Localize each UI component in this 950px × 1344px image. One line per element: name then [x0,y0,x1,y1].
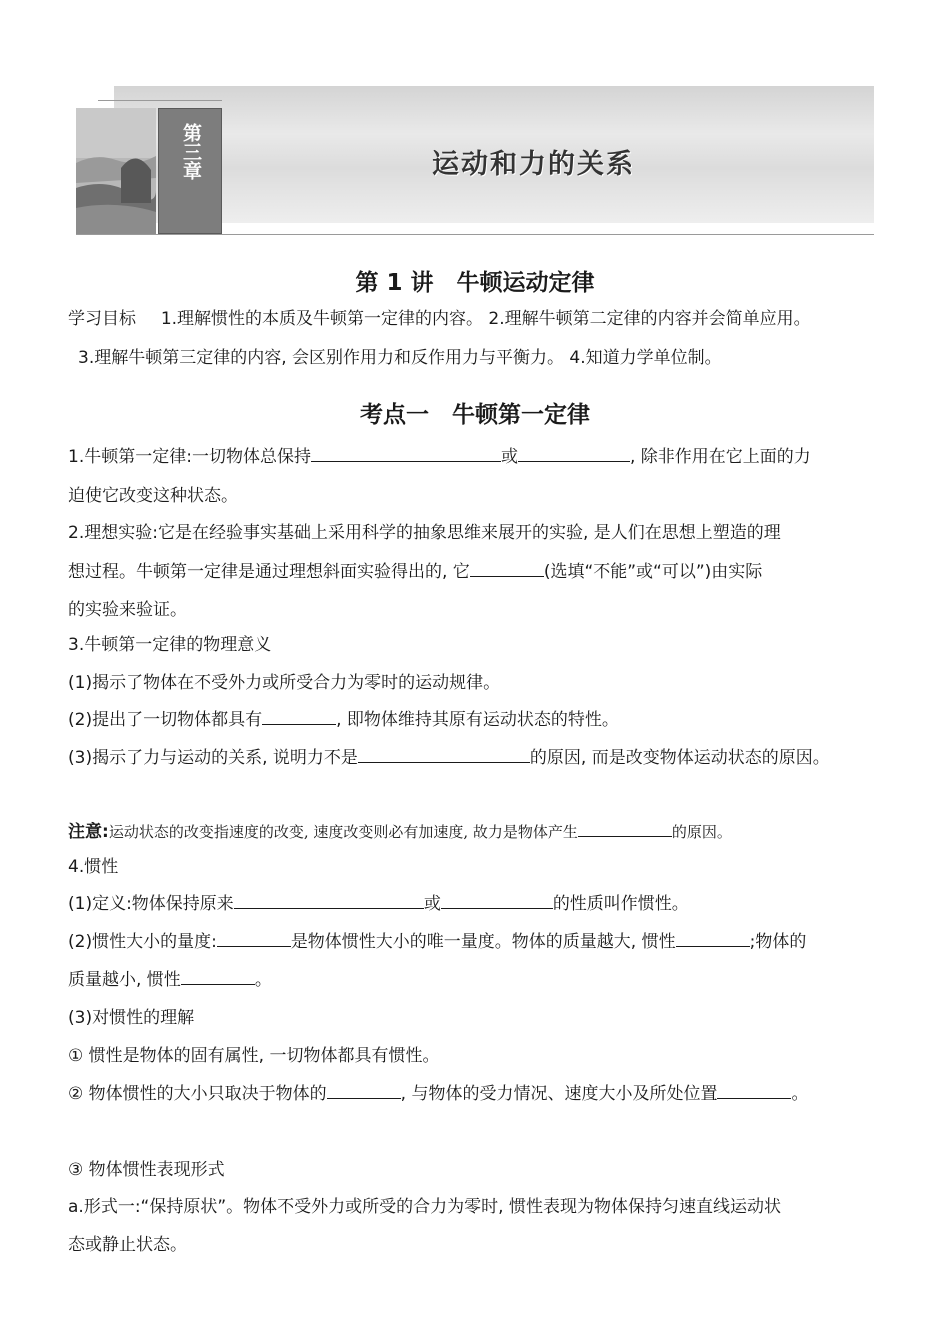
text: (2)惯性大小的量度: [68,932,217,952]
lecture-title: 第 1 讲 牛顿运动定律 [355,270,595,296]
chapter-title: 运动和力的关系 [432,149,635,180]
form-a-line-2: 态或静止状态。 [68,1235,187,1255]
note-text: 运动状态的改变指速度的改变, 速度改变则必有加速度, 故力是物体产生 [108,823,578,841]
text: , 与物体的受力情况、速度大小及所处位置 [400,1084,718,1104]
section-title: 考点一 牛顿第一定律 [360,402,590,428]
text: 是物体惯性大小的唯一量度。物体的质量越大, 惯性 [290,932,676,952]
fill-blank[interactable] [327,1082,401,1099]
objectives-text-1: 1.理解惯性的本质及牛顿第一定律的内容。 2.理解牛顿第二定律的内容并会简单应用。 [160,309,811,329]
paragraph-4-item-3: (3)对惯性的理解 [68,1008,195,1028]
chapter-banner [76,86,874,236]
text: (2)提出了一切物体都具有 [68,710,263,730]
note-text: 的原因。 [671,823,732,841]
banner-rule [76,234,874,235]
paragraph-4-item-2-cont [68,965,272,990]
text: 或 [500,447,518,467]
text: 。 [254,970,272,990]
objectives-line-2: 3.理解牛顿第三定律的内容, 会区别作用力和反作用力与平衡力。 4.知道力学单位制。 [78,348,722,368]
text: 1.牛顿第一定律:一切物体总保持 [68,447,311,467]
text: ② 物体惯性的大小只取决于物体的 [68,1084,327,1104]
text: 。 [791,1084,809,1104]
note-label: 注意: [68,822,109,842]
text: (1)定义:物体保持原来 [68,894,234,914]
paragraph-2-line-3: 的实验来验证。 [68,600,187,620]
circle-item-2 [68,1079,808,1104]
fill-blank[interactable] [358,746,530,763]
text: 的性质叫作惯性。 [552,894,689,914]
fill-blank[interactable] [470,560,544,577]
fill-blank[interactable] [717,1082,791,1099]
fill-blank[interactable] [262,708,336,725]
paragraph-3-item-3 [68,743,830,768]
note-line [68,817,732,842]
fill-blank[interactable] [217,930,291,947]
chapter-label-box [158,108,222,234]
paragraph-3-heading: 3.牛顿第一定律的物理意义 [68,635,272,655]
text: , 除非作用在它上面的力 [629,447,811,467]
banner-decor-line [98,100,222,101]
fill-blank[interactable] [518,445,630,462]
paragraph-4-heading: 4.惯性 [68,857,119,877]
text: , 即物体维持其原有运动状态的特性。 [336,710,619,730]
fill-blank[interactable] [311,445,501,462]
text: ;物体的 [749,932,807,952]
text: (选填“不能”或“可以”)由实际 [543,562,763,582]
paragraph-3-item-1: (1)揭示了物体在不受外力或所受合力为零时的运动规律。 [68,673,501,693]
objectives-line-1 [68,304,811,329]
paragraph-4-item-2 [68,927,806,952]
paragraph-1-line-1 [68,442,811,467]
text: 的原因, 而是改变物体运动状态的原因。 [529,748,830,768]
paragraph-4-item-1 [68,889,689,914]
fill-blank[interactable] [578,820,672,837]
text: 或 [423,894,441,914]
paragraph-2-line-1: 2.理想实验:它是在经验事实基础上采用科学的抽象思维来展开的实验, 是人们在思想上塑造的理 [68,523,781,543]
paragraph-3-item-2 [68,705,619,730]
fill-blank[interactable] [181,968,255,985]
fill-blank[interactable] [676,930,750,947]
text: 质量越小, 惯性 [68,970,181,990]
form-a-line-1: a.形式一:“保持原状”。物体不受外力或所受的合力为零时, 惯性表现为物体保持匀速直线运动状 [68,1197,781,1217]
fill-blank[interactable] [441,892,553,909]
text: 想过程。牛顿第一定律是通过理想斜面实验得出的, 它 [68,562,470,582]
paragraph-1-line-2: 迫使它改变这种状态。 [68,486,238,506]
circle-item-1: ① 惯性是物体的固有属性, 一切物体都具有惯性。 [68,1046,440,1066]
text: (3)揭示了力与运动的关系, 说明力不是 [68,748,358,768]
fill-blank[interactable] [234,892,424,909]
landscape-photo [76,108,156,234]
chapter-label: 第三章 [180,123,202,180]
circle-item-3: ③ 物体惯性表现形式 [68,1160,225,1180]
objectives-label: 学习目标 [68,309,136,329]
paragraph-2-line-2 [68,557,762,582]
